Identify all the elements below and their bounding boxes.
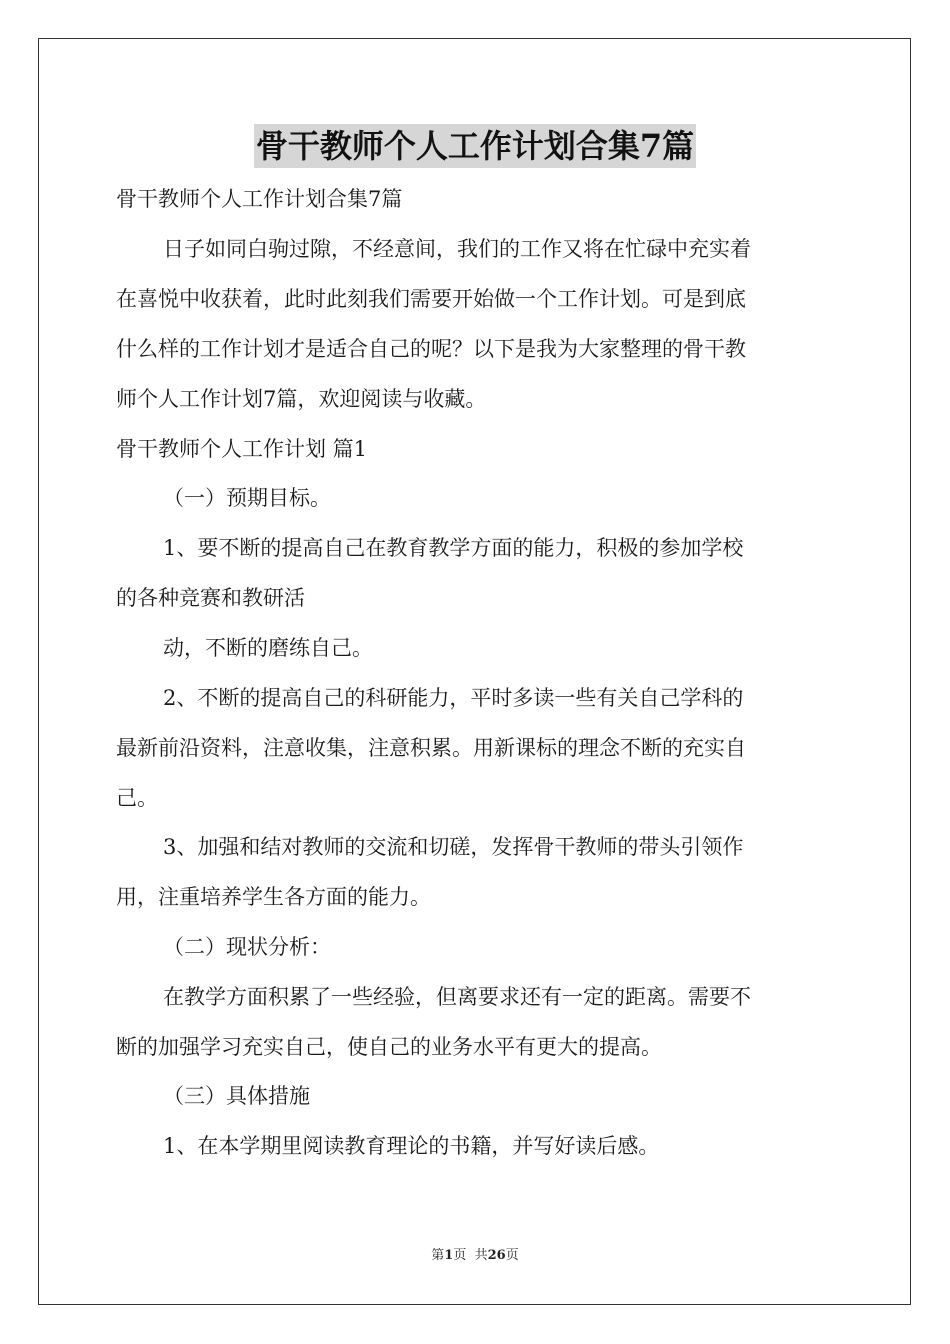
title-container bbox=[0, 124, 950, 168]
goal-line: 己。 bbox=[116, 786, 158, 810]
analysis-heading: （二）现状分析： bbox=[163, 935, 331, 959]
total-page-count: 26 bbox=[487, 1248, 506, 1263]
document-title: 骨干教师个人工作计划合集7篇 bbox=[254, 124, 696, 168]
goal-line: 动，不断的磨练自己。 bbox=[163, 636, 373, 660]
page-footer bbox=[0, 1247, 950, 1265]
goal-line: 3、加强和结对教师的交流和切磋，发挥骨干教师的带头引领作 bbox=[163, 835, 744, 859]
intro-line: 什么样的工作计划才是适合自己的呢？以下是我为大家整理的骨干教 bbox=[116, 337, 746, 361]
footer-suffix: 页 bbox=[505, 1248, 519, 1263]
footer-prefix: 第 bbox=[431, 1248, 445, 1263]
measure-line: 1、在本学期里阅读教育理论的书籍，并写好读后感。 bbox=[163, 1134, 660, 1158]
document-subtitle: 骨干教师个人工作计划合集7篇 bbox=[116, 187, 403, 211]
goal-line: 1、要不断的提高自己在教育教学方面的能力，积极的参加学校 bbox=[163, 536, 744, 560]
current-page-number: 1 bbox=[444, 1248, 454, 1263]
footer-middle: 页 共 bbox=[453, 1248, 488, 1263]
analysis-line: 断的加强学习充实自己，使自己的业务水平有更大的提高。 bbox=[116, 1035, 662, 1059]
goal-line: 用，注重培养学生各方面的能力。 bbox=[116, 885, 431, 909]
page-border bbox=[38, 38, 911, 1305]
goals-heading: （一）预期目标。 bbox=[163, 486, 331, 510]
measures-heading: （三）具体措施 bbox=[163, 1084, 310, 1108]
goal-line: 2、不断的提高自己的科研能力，平时多读一些有关自己学科的 bbox=[163, 686, 744, 710]
intro-line: 在喜悦中收获着，此时此刻我们需要开始做一个工作计划。可是到底 bbox=[116, 287, 746, 311]
intro-line: 日子如同白驹过隙，不经意间，我们的工作又将在忙碌中充实着 bbox=[163, 237, 751, 261]
goal-line: 最新前沿资料，注意收集，注意积累。用新课标的理念不断的充实自 bbox=[116, 736, 746, 760]
analysis-line: 在教学方面积累了一些经验，但离要求还有一定的距离。需要不 bbox=[163, 985, 751, 1009]
goal-line: 的各种竞赛和教研活 bbox=[116, 586, 305, 610]
section-heading: 骨干教师个人工作计划 篇1 bbox=[116, 437, 368, 461]
intro-line: 师个人工作计划7篇，欢迎阅读与收藏。 bbox=[116, 387, 487, 411]
